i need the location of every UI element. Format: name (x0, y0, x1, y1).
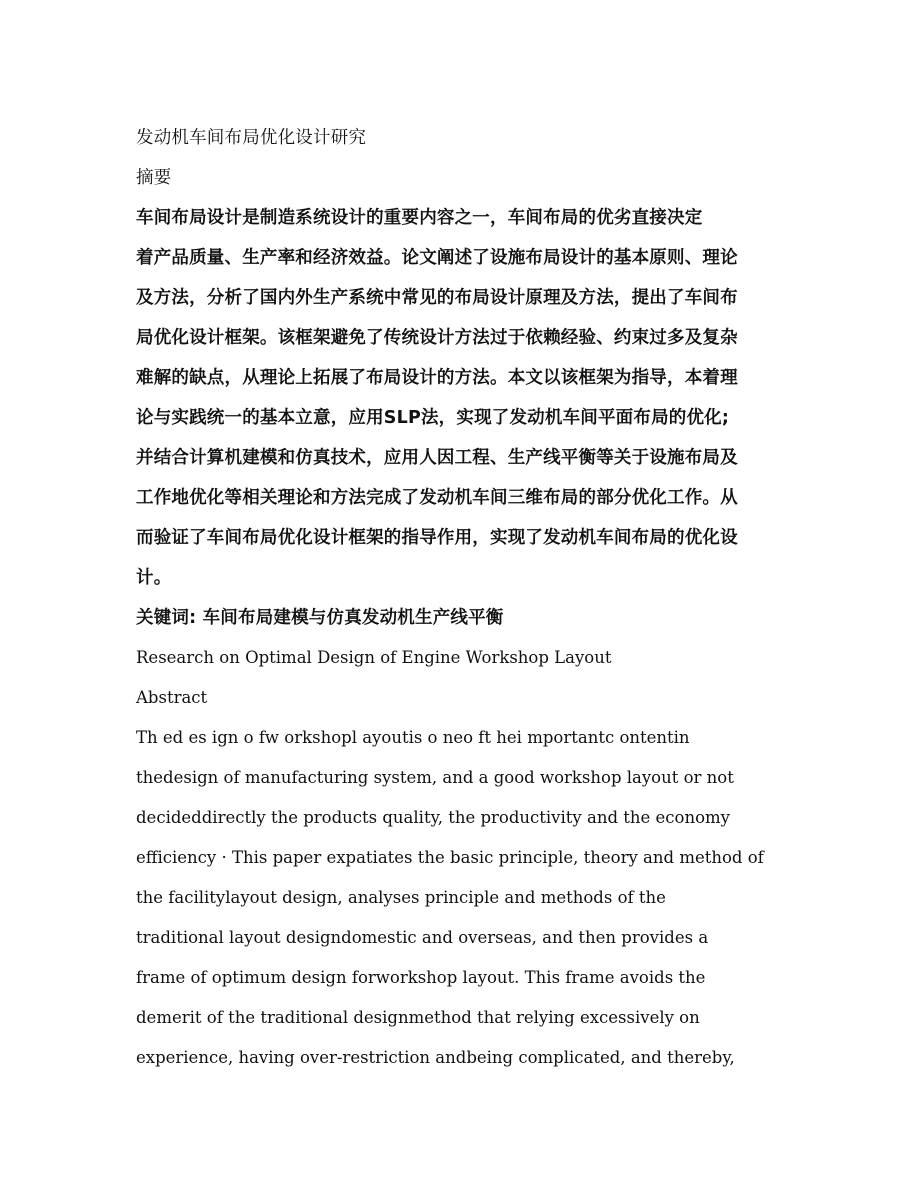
abstract-zh-line: 而验证了车间布局优化设计框架的指导作用，实现了发动机车间布局的优化设 (136, 528, 738, 548)
abstract-zh-line: 并结合计算机建模和仿真技术，应用人因工程、生产线平衡等关于设施布局及 (136, 448, 738, 468)
abstract-zh-line: 工作地优化等相关理论和方法完成了发动机车间三维布局的部分优化工作。从 (136, 488, 738, 508)
abstract-zh-line: 及方法，分析了国内外生产系统中常见的布局设计原理及方法，提出了车间布 (136, 288, 738, 308)
abstract-en-line: decideddirectly the products quality, the productivity and the economy (136, 808, 730, 827)
abstract-zh-line: 难解的缺点，从理论上拓展了布局设计的方法。本文以该框架为指导，本着理 (136, 368, 738, 388)
abstract-en-line: the facilitylayout design, analyses principle and methods of the (136, 888, 666, 907)
abstract-heading-en: Abstract (136, 688, 208, 707)
abstract-en-line: thedesign of manufacturing system, and a good workshop layout or not (136, 768, 734, 787)
abstract-en-line: Th ed es ign o fw orkshopl ayoutis o neo ft hei mportantc ontentin (136, 728, 690, 747)
abstract-zh-line: 计。 (136, 568, 172, 588)
abstract-en-line: experience, having over-restriction andbeing complicated, and thereby, (136, 1048, 735, 1067)
abstract-zh-line: 着产品质量、生产率和经济效益。论文阐述了设施布局设计的基本原则、理论 (136, 248, 738, 268)
title-zh: 发动机车间布局优化设计研究 (136, 128, 367, 148)
abstract-en-line: frame of optimum design forworkshop layout. This frame avoids the (136, 968, 706, 987)
abstract-en-line: efficiency · This paper expatiates the basic principle, theory and method of (136, 848, 764, 867)
keywords-zh: 关键词: 车间布局建模与仿真发动机生产线平衡 (136, 608, 504, 628)
abstract-zh-line: 局优化设计框架。该框架避免了传统设计方法过于依赖经验、约束过多及复杂 (136, 328, 738, 348)
title-en: Research on Optimal Design of Engine Workshop Layout (136, 648, 612, 667)
abstract-en-line: demerit of the traditional designmethod that relying excessively on (136, 1008, 700, 1027)
abstract-en-line: traditional layout designdomestic and overseas, and then provides a (136, 928, 709, 947)
abstract-heading-zh: 摘要 (136, 168, 172, 188)
abstract-zh-line: 车间布局设计是制造系统设计的重要内容之一，车间布局的优劣直接决定 (136, 208, 703, 228)
abstract-zh-line: 论与实践统一的基本立意，应用SLP法，实现了发动机车间平面布局的优化; (136, 408, 730, 428)
